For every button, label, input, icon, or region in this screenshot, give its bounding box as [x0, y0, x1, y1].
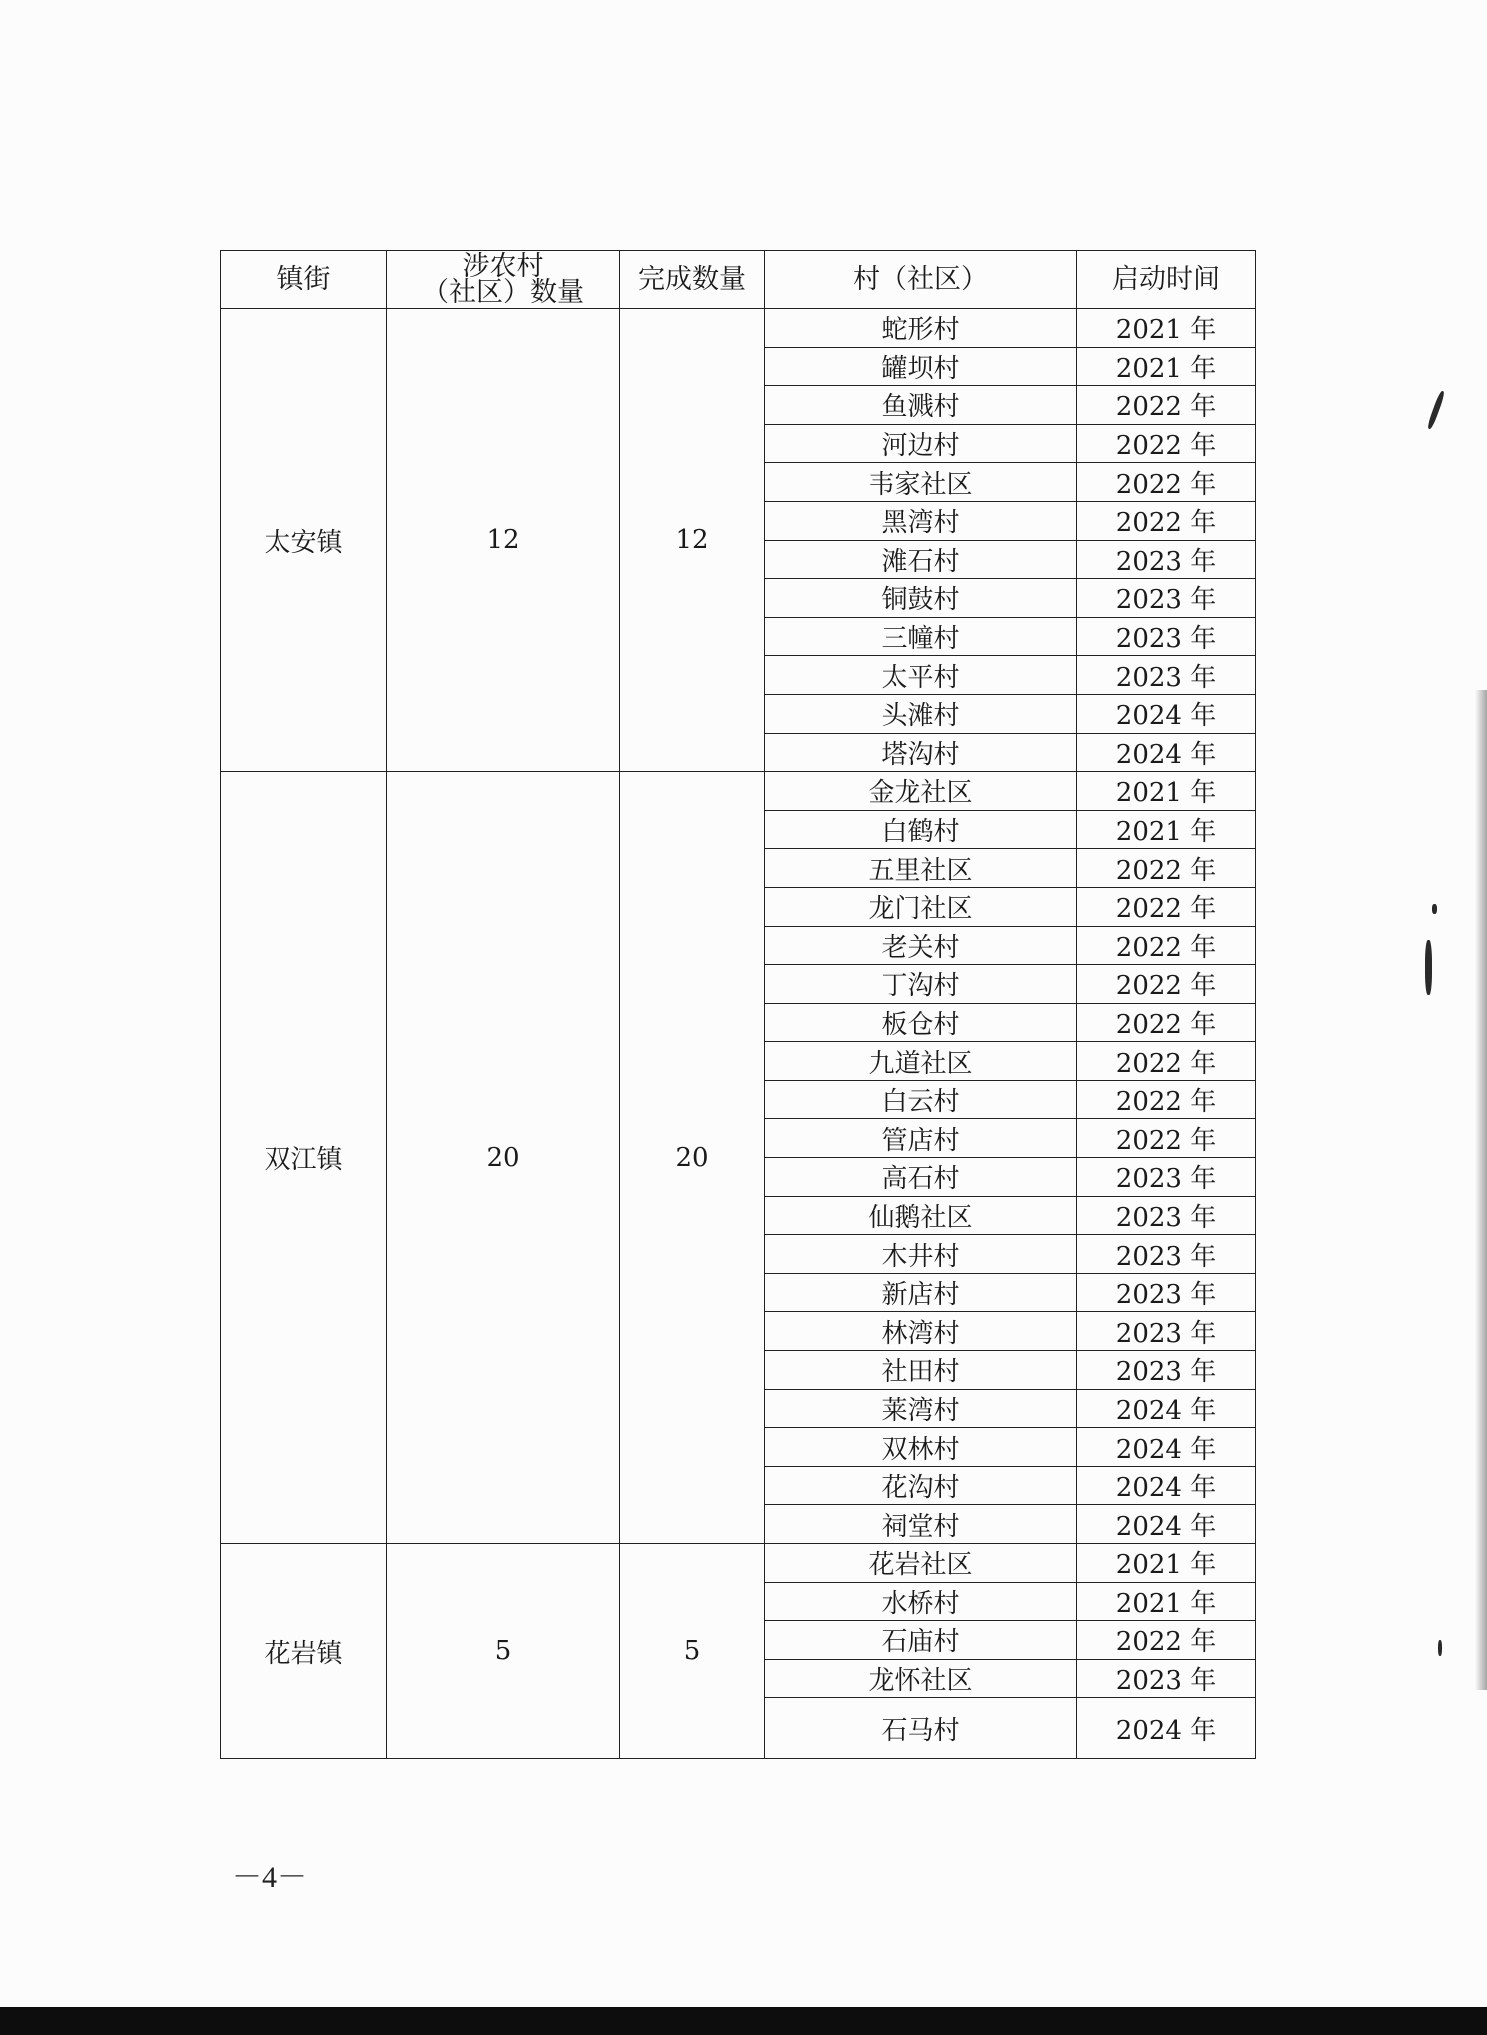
village-count-cell: 20 [387, 772, 620, 1544]
start-year-cell: 2023 年 [1077, 579, 1256, 618]
start-year-cell: 2021 年 [1077, 309, 1256, 348]
page-number: －4－ [232, 1861, 307, 1894]
village-name-cell: 管店村 [765, 1119, 1077, 1158]
start-year-cell: 2021 年 [1077, 347, 1256, 386]
village-name-cell: 老关村 [765, 926, 1077, 965]
start-year-cell: 2022 年 [1077, 1003, 1256, 1042]
start-year-cell: 2023 年 [1077, 656, 1256, 695]
village-name-cell: 黑湾村 [765, 501, 1077, 540]
header-year: 启动时间 [1077, 251, 1256, 309]
village-name-cell: 五里社区 [765, 849, 1077, 888]
start-year-cell: 2022 年 [1077, 965, 1256, 1004]
village-name-cell: 石庙村 [765, 1621, 1077, 1660]
village-name-cell: 木井村 [765, 1235, 1077, 1274]
village-name-cell: 九道社区 [765, 1042, 1077, 1081]
table-row [221, 309, 1256, 348]
header-count-line2: （社区）数量 [422, 276, 584, 308]
village-name-cell: 花沟村 [765, 1466, 1077, 1505]
start-year-cell: 2023 年 [1077, 1312, 1256, 1351]
scan-mark [1432, 904, 1437, 914]
village-name-cell: 白云村 [765, 1080, 1077, 1119]
village-name-cell: 铜鼓村 [765, 579, 1077, 618]
start-year-cell: 2023 年 [1077, 1659, 1256, 1698]
start-year-cell: 2024 年 [1077, 733, 1256, 772]
start-year-cell: 2023 年 [1077, 1351, 1256, 1390]
start-year-cell: 2022 年 [1077, 501, 1256, 540]
start-year-cell: 2024 年 [1077, 1389, 1256, 1428]
table-body [221, 309, 1256, 1759]
start-year-cell: 2022 年 [1077, 1621, 1256, 1660]
village-name-cell: 仙鹅社区 [765, 1196, 1077, 1235]
village-table [220, 250, 1256, 1759]
start-year-cell: 2023 年 [1077, 1235, 1256, 1274]
table-row [221, 1544, 1256, 1583]
start-year-cell: 2022 年 [1077, 424, 1256, 463]
table-header [221, 251, 1256, 309]
start-year-cell: 2024 年 [1077, 1698, 1256, 1759]
start-year-cell: 2022 年 [1077, 926, 1256, 965]
table-row [221, 772, 1256, 811]
village-name-cell: 白鹤村 [765, 810, 1077, 849]
village-name-cell: 罐坝村 [765, 347, 1077, 386]
village-name-cell: 龙怀社区 [765, 1659, 1077, 1698]
village-name-cell: 头滩村 [765, 694, 1077, 733]
completed-count-cell: 20 [620, 772, 765, 1544]
village-name-cell: 蛇形村 [765, 309, 1077, 348]
village-name-cell: 石马村 [765, 1698, 1077, 1759]
start-year-cell: 2023 年 [1077, 1158, 1256, 1197]
header-town: 镇街 [221, 251, 387, 309]
scan-edge-shadow [1475, 690, 1487, 1690]
start-year-cell: 2021 年 [1077, 810, 1256, 849]
start-year-cell: 2022 年 [1077, 849, 1256, 888]
village-name-cell: 水桥村 [765, 1582, 1077, 1621]
village-name-cell: 林湾村 [765, 1312, 1077, 1351]
village-name-cell: 滩石村 [765, 540, 1077, 579]
village-name-cell: 河边村 [765, 424, 1077, 463]
start-year-cell: 2024 年 [1077, 694, 1256, 733]
village-name-cell: 莱湾村 [765, 1389, 1077, 1428]
village-name-cell: 高石村 [765, 1158, 1077, 1197]
scan-mark [1425, 940, 1432, 995]
village-name-cell: 太平村 [765, 656, 1077, 695]
town-cell: 双江镇 [221, 772, 387, 1544]
start-year-cell: 2023 年 [1077, 1273, 1256, 1312]
village-name-cell: 花岩社区 [765, 1544, 1077, 1583]
village-name-cell: 双林村 [765, 1428, 1077, 1467]
village-name-cell: 三幢村 [765, 617, 1077, 656]
start-year-cell: 2021 年 [1077, 1544, 1256, 1583]
village-name-cell: 祠堂村 [765, 1505, 1077, 1544]
start-year-cell: 2022 年 [1077, 887, 1256, 926]
completed-count-cell: 5 [620, 1544, 765, 1759]
start-year-cell: 2022 年 [1077, 1080, 1256, 1119]
start-year-cell: 2022 年 [1077, 386, 1256, 425]
village-count-cell: 12 [387, 309, 620, 772]
village-name-cell: 板仓村 [765, 1003, 1077, 1042]
start-year-cell: 2024 年 [1077, 1505, 1256, 1544]
start-year-cell: 2023 年 [1077, 1196, 1256, 1235]
scan-mark [1426, 390, 1445, 430]
start-year-cell: 2022 年 [1077, 1119, 1256, 1158]
town-cell: 太安镇 [221, 309, 387, 772]
start-year-cell: 2021 年 [1077, 772, 1256, 811]
completed-count-cell: 12 [620, 309, 765, 772]
scan-mark [1438, 1640, 1442, 1656]
start-year-cell: 2023 年 [1077, 617, 1256, 656]
start-year-cell: 2022 年 [1077, 1042, 1256, 1081]
scan-bottom-edge [0, 2007, 1487, 2035]
header-count [387, 251, 620, 309]
village-name-cell: 社田村 [765, 1351, 1077, 1390]
start-year-cell: 2021 年 [1077, 1582, 1256, 1621]
town-cell: 花岩镇 [221, 1544, 387, 1759]
header-count-line1: 涉农村 [462, 250, 544, 282]
start-year-cell: 2023 年 [1077, 540, 1256, 579]
header-row [221, 251, 1256, 309]
village-name-cell: 鱼溅村 [765, 386, 1077, 425]
start-year-cell: 2024 年 [1077, 1428, 1256, 1467]
header-village: 村（社区） [765, 251, 1077, 309]
start-year-cell: 2024 年 [1077, 1466, 1256, 1505]
village-name-cell: 金龙社区 [765, 772, 1077, 811]
village-name-cell: 塔沟村 [765, 733, 1077, 772]
start-year-cell: 2022 年 [1077, 463, 1256, 502]
village-name-cell: 丁沟村 [765, 965, 1077, 1004]
village-count-cell: 5 [387, 1544, 620, 1759]
header-done: 完成数量 [620, 251, 765, 309]
village-name-cell: 新店村 [765, 1273, 1077, 1312]
village-name-cell: 韦家社区 [765, 463, 1077, 502]
village-name-cell: 龙门社区 [765, 887, 1077, 926]
